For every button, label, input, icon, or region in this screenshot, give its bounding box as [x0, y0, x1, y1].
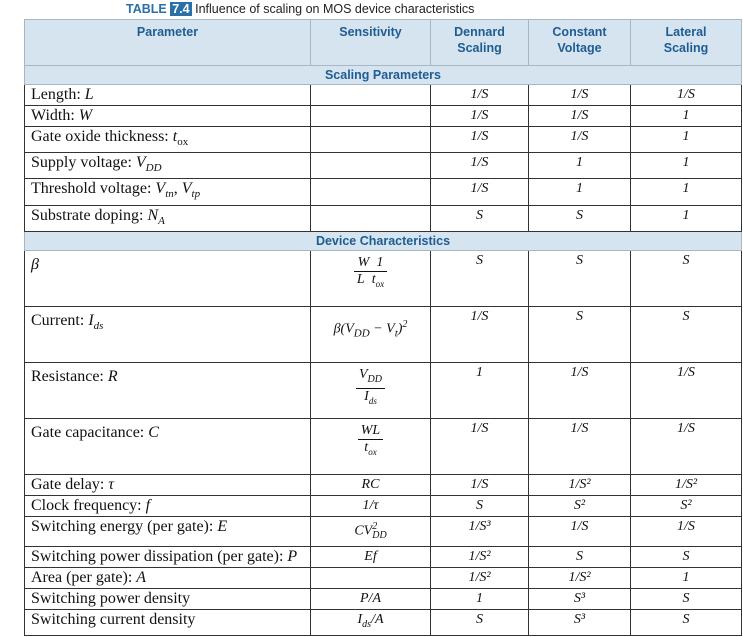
table-row: Gate capacitance: C $\frac{WL}{t_{ox}}$ 1/S 1/S 1/S [25, 418, 742, 474]
header-lateral: Lateral Scaling [631, 20, 742, 66]
table-row: Switching energy (per gate): E $CV^2_{DD}$ 1/S³ 1/S 1/S [25, 516, 742, 546]
table-row: Length: L 1/S 1/S 1/S [25, 85, 742, 106]
table-row: Switching power dissipation (per gate): P Ef 1/S² S S [25, 547, 742, 568]
header-parameter: Parameter [25, 20, 311, 66]
table-row: Switching current density $I_{ds}/A$ S S³ S [25, 610, 742, 636]
table-row: Supply voltage: $V_{DD}$ 1/S 1 1 [25, 153, 742, 179]
beta-sensitivity: $\frac{W 1}{L t_{ox}}$ [354, 255, 387, 292]
header-row [25, 20, 742, 66]
resistance-sensitivity: $\frac{V_{DD}}{I_{ds}}$ [356, 367, 385, 409]
table-row: Clock frequency: f 1/τ S S² S² [25, 495, 742, 516]
table-caption [126, 2, 474, 16]
table-row: Gate oxide thickness: $t_{ox}$ 1/S 1/S 1 [25, 127, 742, 153]
caption-text: Influence of scaling on MOS device characteristics [195, 2, 475, 16]
table-row: Switching power density P/A 1 S³ S [25, 589, 742, 610]
section-scaling-parameters: Scaling Parameters [25, 66, 742, 85]
table-row: Threshold voltage: $V_{tn}$, $V_{tp}$ 1/S 1 1 [25, 179, 742, 205]
table-row: Substrate doping: $N_A$ S S 1 [25, 205, 742, 231]
section-device-characteristics: Device Characteristics [25, 231, 742, 250]
header-dennard: Dennard Scaling [431, 20, 529, 66]
table-row: Current: $I_{ds}$ $\beta(V_{DD} - V_t)^2$ 1/S S S [25, 306, 742, 362]
table-row: Gate delay: τ RC 1/S 1/S² 1/S² [25, 474, 742, 495]
table-row: Resistance: R $\frac{V_{DD}}{I_{ds}}$ 1 1/S 1/S [25, 362, 742, 418]
caption-number: 7.4 [172, 2, 190, 16]
table-row: Width: W 1/S 1/S 1 [25, 106, 742, 127]
table-row: Area (per gate): A 1/S² 1/S² 1 [25, 568, 742, 589]
capacitance-sensitivity: $\frac{WL}{t_{ox}}$ [358, 423, 383, 460]
header-constant-voltage: Constant Voltage [529, 20, 631, 66]
caption-label: TABLE [126, 2, 167, 16]
scaling-table [24, 19, 742, 636]
header-sensitivity: Sensitivity [311, 20, 431, 66]
table-row: β $\frac{W 1}{L t_{ox}}$ S S S [25, 250, 742, 306]
